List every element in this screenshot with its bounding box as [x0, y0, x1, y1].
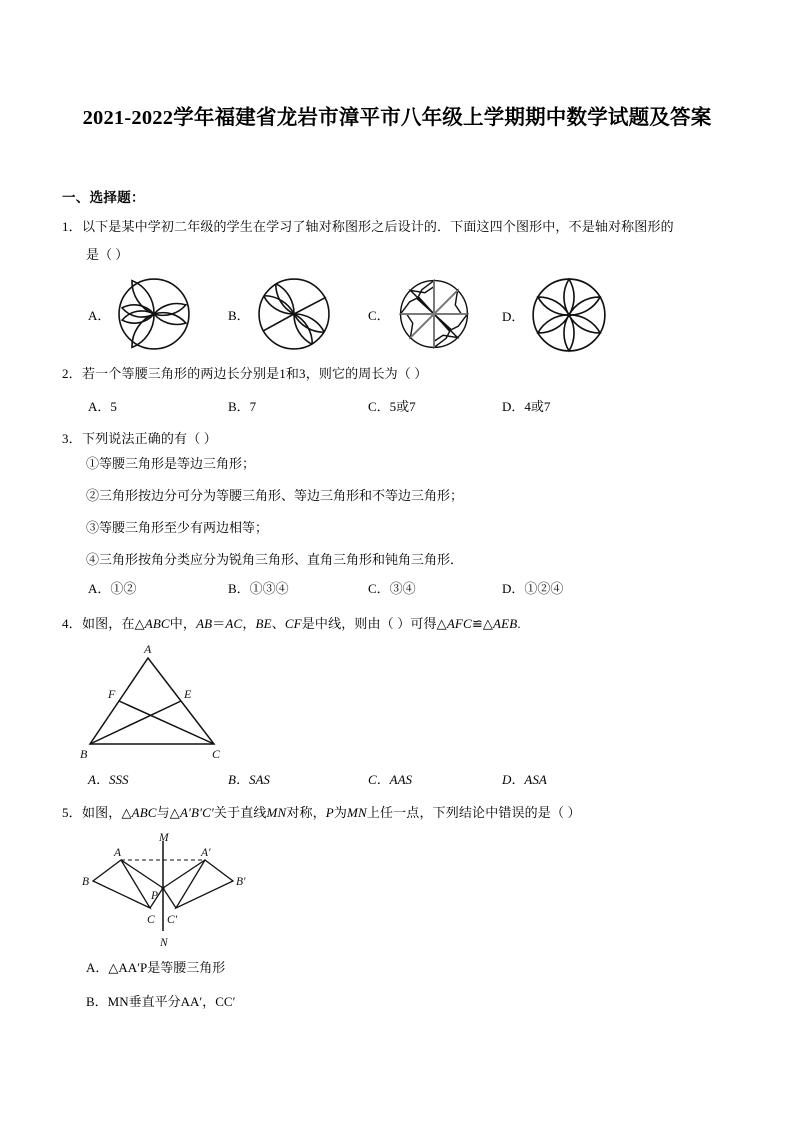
four-petal-pinwheel-circle-icon [256, 276, 332, 352]
label-A: A [144, 642, 152, 656]
question-5-option-b-letter: B． [86, 994, 108, 1009]
question-5-text-f: 上任一点，下列结论中错误的是（ ） [366, 805, 581, 820]
question-1-text: 以下是某中学初二年级的学生在学习了轴对称图形之后设计的．下面这四个图形中，不是轴对称图形的 [82, 219, 674, 234]
question-3-statement-3: ③等腰三角形至少有两边相等； [86, 520, 269, 535]
question-3-option-c[interactable]: C．③④ [368, 581, 416, 596]
label-B: B [80, 747, 88, 761]
question-5-text-d: 对称， [286, 805, 326, 820]
question-3-option-b[interactable]: B．①③④ [228, 581, 289, 596]
question-2-option-d[interactable]: D．4或7 [502, 399, 551, 414]
figure-label-d: D． [502, 308, 525, 324]
question-4-aeb: AEB [493, 616, 518, 631]
question-4-text-e: 是中线，则由（ ）可得△ [301, 616, 447, 631]
question-4-tri: △ [482, 616, 494, 631]
question-3-options [62, 578, 752, 597]
label-E: E [184, 687, 192, 701]
figure-option-a [88, 276, 192, 352]
question-1-line2: 是（ ） [86, 247, 129, 262]
question-5-number: 5． [62, 805, 82, 820]
question-1-line1 [62, 217, 752, 236]
figure-label-c: C． [368, 307, 390, 323]
question-2-number: 2． [62, 366, 82, 381]
question-5-mn: MN [266, 805, 287, 820]
figure-label-a: A． [88, 307, 111, 323]
label-P5: P [151, 890, 159, 902]
question-4-dot: . [517, 616, 521, 631]
label-C: C [212, 747, 221, 761]
question-4-option-c[interactable]: C．AAS [368, 772, 413, 787]
question-4-text-b: 中， [169, 616, 197, 631]
question-2-option-b[interactable]: B．7 [228, 399, 257, 414]
question-2-line [62, 364, 752, 383]
question-1-figures [62, 276, 752, 356]
triangle-abc-medians-diagram [72, 640, 252, 762]
label-B-prime: B′ [236, 876, 246, 888]
question-3-line [62, 429, 752, 448]
question-5-abc-prime: A′B′C′ [179, 805, 214, 820]
question-5-option-a-text: △AA′P是等腰三角形 [108, 960, 226, 975]
question-3-statement-4: ④三角形按角分类应分为锐角三角形、直角三角形和钝角三角形． [86, 552, 464, 567]
section-heading-choice: 一、选择题： [62, 190, 145, 205]
question-4-cong: ≌ [471, 616, 483, 631]
three-petal-circle-icon [116, 276, 192, 352]
question-4-ab: AB [196, 616, 213, 631]
question-3-option-d[interactable]: D．①②④ [502, 581, 564, 596]
question-4-eq: ＝ [212, 616, 226, 631]
label-N: N [160, 937, 168, 949]
question-4-option-d[interactable]: D．ASA [502, 772, 547, 787]
question-5-figure [78, 833, 278, 951]
question-2-option-c[interactable]: C．5或7 [368, 399, 416, 414]
label-B5: B [82, 876, 90, 888]
question-5-text-e: 为 [333, 805, 348, 820]
label-C-prime: C′ [167, 914, 178, 926]
page-title: 2021-2022学年福建省龙岩市漳平市八年级上学期期中数学试题及答案 [82, 107, 712, 129]
question-4-ac: AC [225, 616, 243, 631]
eight-blade-pinwheel-circle-icon [396, 276, 472, 352]
label-A-prime: A′ [201, 847, 211, 859]
label-M: M [159, 833, 169, 844]
question-5-option-b-row[interactable] [86, 992, 235, 1011]
reflection-symmetry-diagram [78, 833, 278, 951]
figure-option-d [502, 276, 608, 354]
question-3-option-a[interactable]: A．①② [88, 581, 137, 596]
question-4-text-c: ， [242, 616, 256, 631]
figure-option-b [228, 276, 332, 352]
six-petal-rosette-circle-icon [530, 276, 608, 354]
question-4-figure [72, 640, 252, 762]
question-3-statement-1: ①等腰三角形是等边三角形； [86, 456, 256, 471]
question-4-cf: CF [284, 616, 302, 631]
question-2-text: 若一个等腰三角形的两边长分别是1和3，则它的周长为（ ） [82, 366, 428, 381]
point-P-marker [161, 886, 164, 889]
question-1-number: 1． [62, 219, 82, 234]
question-4-option-b[interactable]: B．SAS [228, 772, 270, 787]
question-2-option-a[interactable]: A．5 [88, 399, 117, 414]
question-5-text-b: 与△ [156, 805, 180, 820]
question-4-options [62, 769, 752, 788]
label-F: F [108, 687, 116, 701]
question-4-afc: AFC [446, 616, 472, 631]
question-4-abc: ABC [144, 616, 170, 631]
question-4-text-a: 如图，在△ [82, 616, 145, 631]
question-4-text-d: 、 [271, 616, 285, 631]
question-5-text-c: 关于直线 [213, 805, 267, 820]
question-5-abc: ABC [131, 805, 157, 820]
question-4-line [62, 614, 762, 633]
question-5-mn2: MN [347, 805, 367, 820]
label-A5: A [114, 847, 122, 859]
label-C5: C [147, 914, 155, 926]
figure-label-b: B． [228, 307, 250, 323]
question-3-statement-2: ②三角形按边分可分为等腰三角形、等边三角形和不等边三角形； [86, 488, 464, 503]
figure-option-c [368, 276, 472, 352]
question-5-text-a: 如图，△ [82, 805, 132, 820]
question-5-option-a-letter: A． [86, 960, 109, 975]
question-5-option-b-text: MN垂直平分AA′，CC′ [107, 994, 236, 1009]
question-5-option-a-row[interactable] [86, 958, 225, 977]
question-2-options [62, 396, 752, 415]
question-4-number: 4． [62, 616, 82, 631]
question-5-line [62, 803, 762, 822]
question-4-option-a[interactable]: A．SSS [88, 772, 129, 787]
question-3-text: 下列说法正确的有（ ） [82, 431, 217, 446]
question-3-number: 3． [62, 431, 82, 446]
question-5-p: P [325, 805, 334, 820]
question-4-be: BE [255, 616, 272, 631]
